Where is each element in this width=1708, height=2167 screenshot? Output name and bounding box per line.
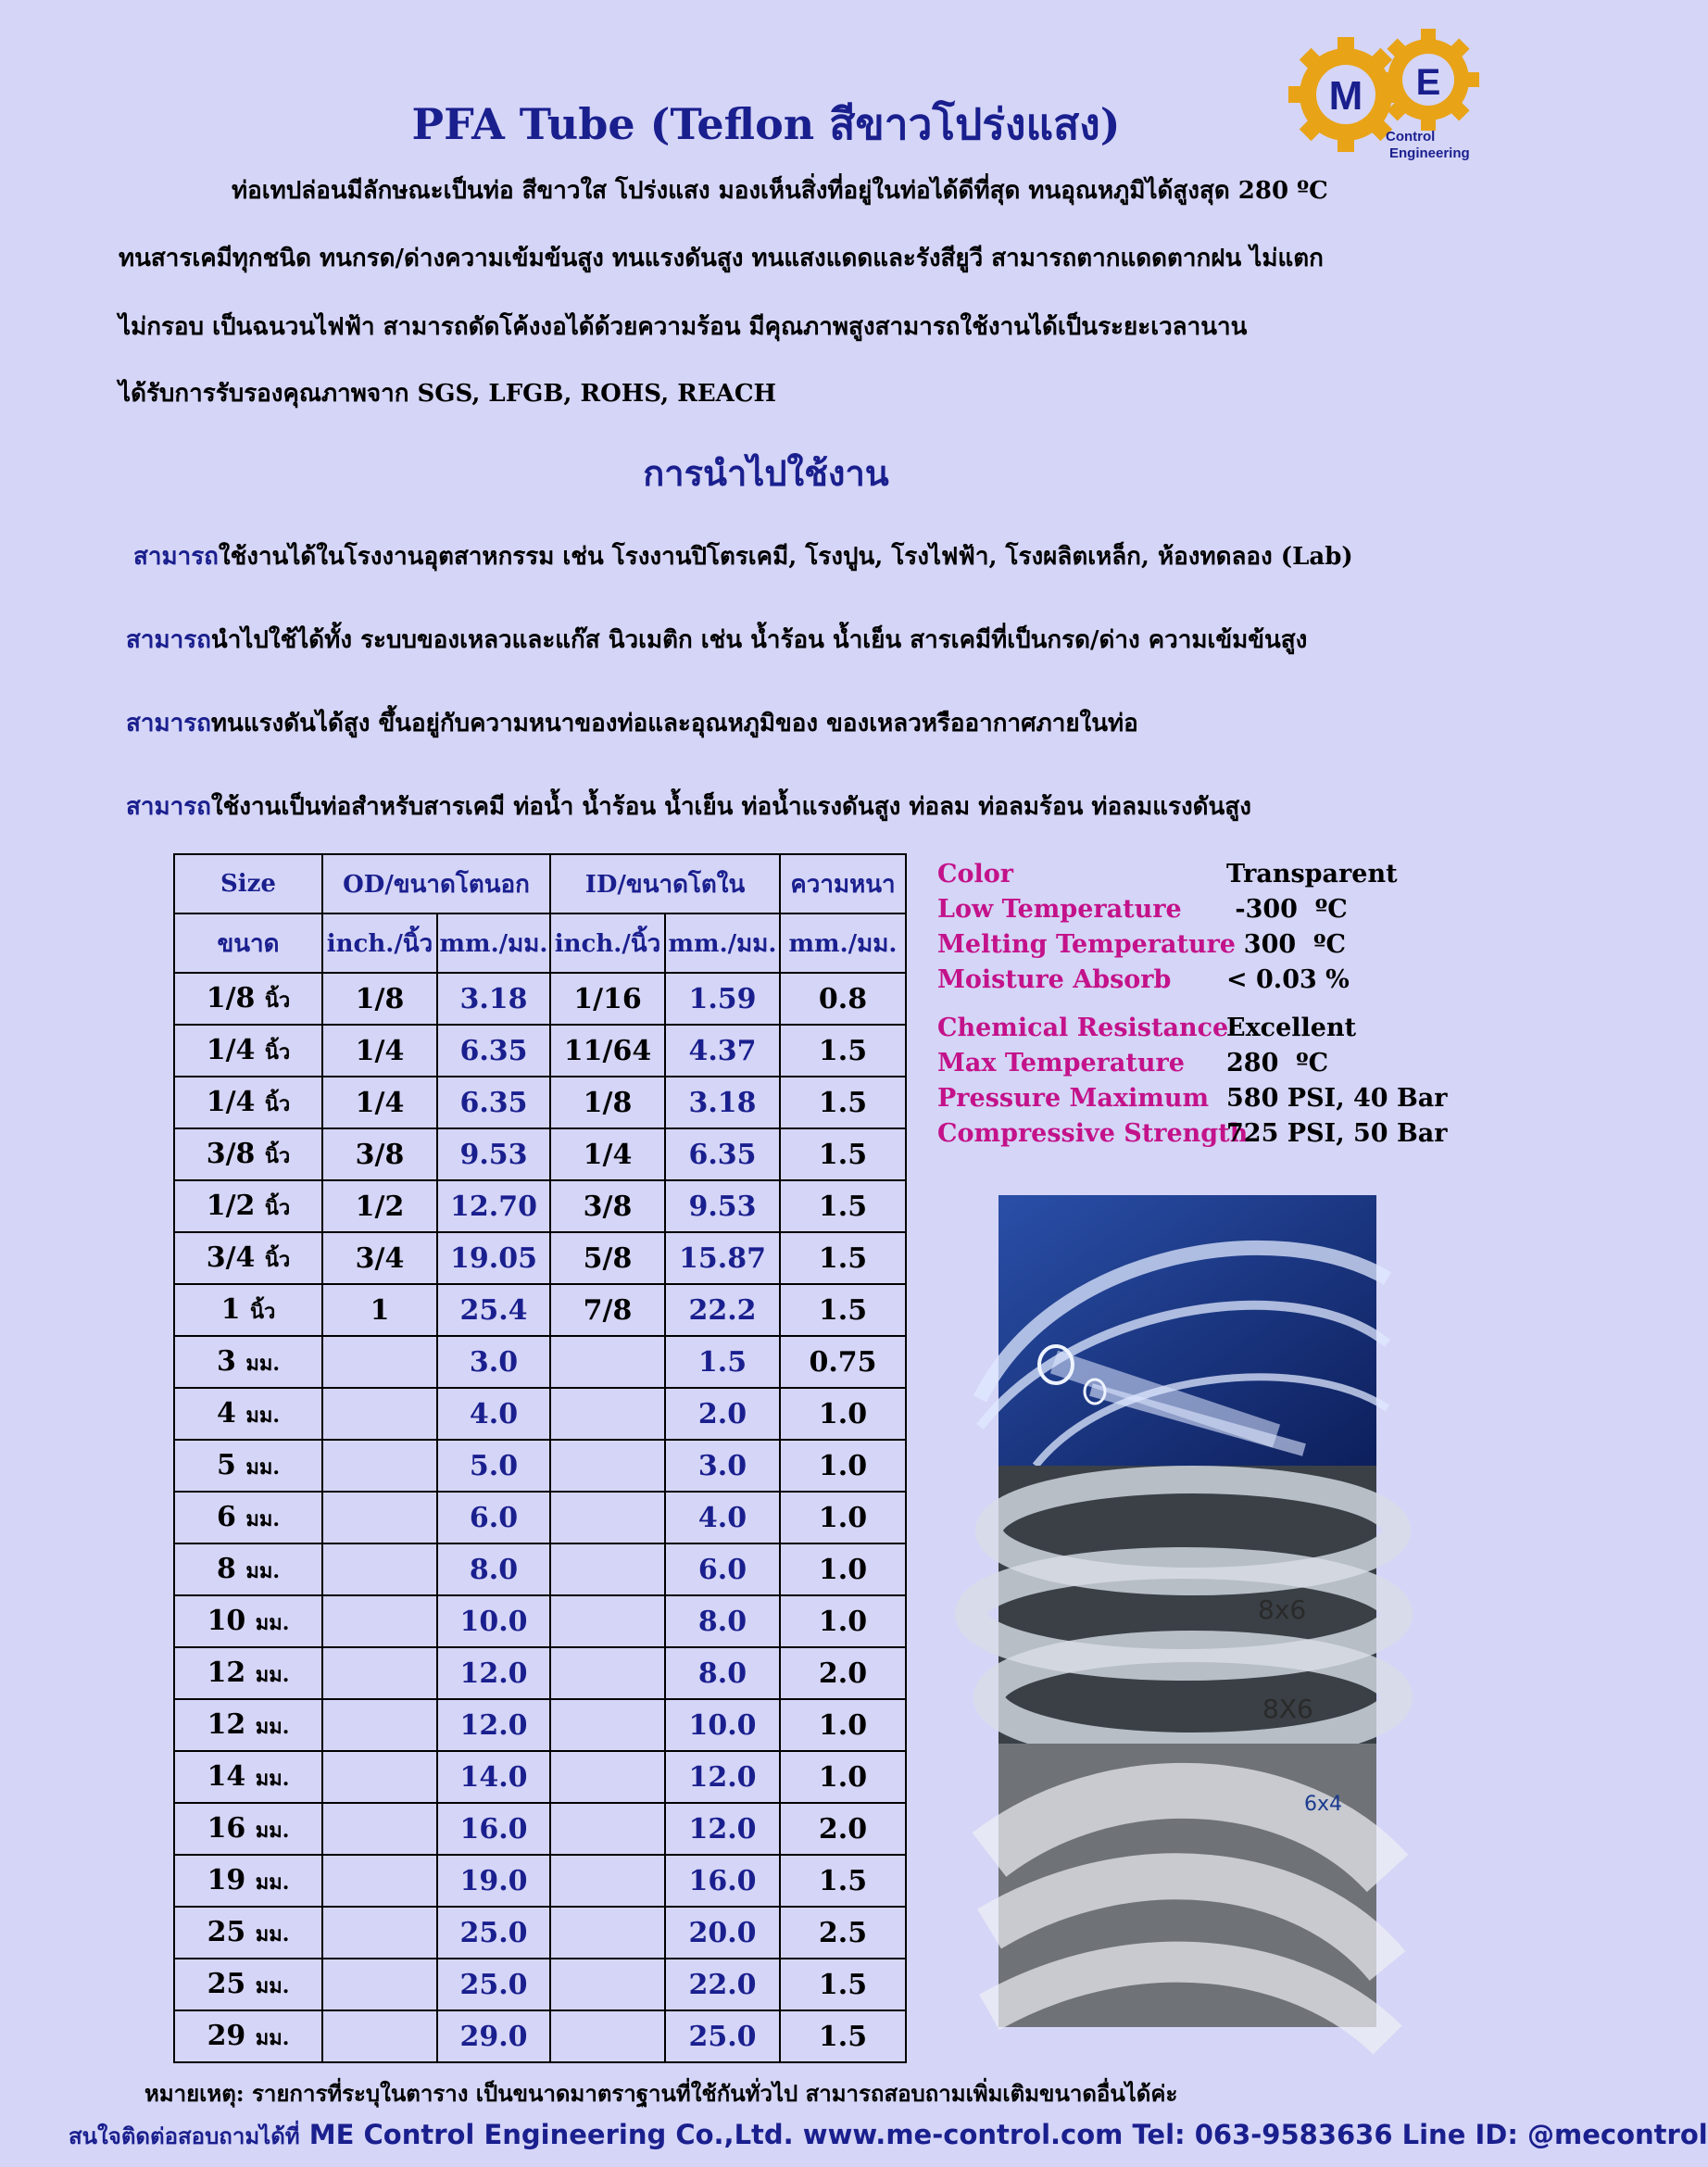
table-row — [174, 1284, 906, 1336]
size-spec-table — [173, 853, 907, 2063]
cell-size — [174, 1180, 322, 1232]
cell-id-inch: 7/8 — [550, 1284, 665, 1336]
cell-id-mm: 1.59 — [665, 973, 780, 1025]
size-value: 29 — [207, 2019, 246, 2052]
table-row — [174, 1388, 906, 1440]
coil-label: 8x6 — [1258, 1594, 1307, 1625]
cell-od-inch — [322, 1803, 437, 1855]
cell-id-inch — [550, 1440, 665, 1492]
usage-text: ใช้งานได้ในโรงงานอุตสาหกรรม เช่น โรงงานปิโตรเคมี, โรงปูน, โรงไฟฟ้า, โรงผลิตเหล็ก, ห้องทดลอง (Lab) — [218, 543, 1353, 571]
cell-thickness: 2.5 — [780, 1907, 906, 1959]
cell-id-mm: 22.2 — [665, 1284, 780, 1336]
cell-id-inch — [550, 1492, 665, 1543]
cell-id-mm: 4.0 — [665, 1492, 780, 1543]
cell-size — [174, 973, 322, 1025]
size-value: 10 — [207, 1604, 246, 1637]
cell-id-inch — [550, 1803, 665, 1855]
cell-thickness: 1.5 — [780, 1077, 906, 1128]
table-row — [174, 2010, 906, 2062]
size-unit: มม. — [255, 1870, 290, 1895]
size-unit: มม. — [255, 1921, 290, 1947]
subheader-od-mm: mm./มม. — [437, 913, 550, 973]
cell-od-inch: 1/2 — [322, 1180, 437, 1232]
size-value: 3 — [217, 1344, 236, 1378]
cell-id-inch — [550, 2010, 665, 2062]
property-value: 580 PSI, 40 Bar — [1226, 1084, 1448, 1113]
subheader-id-inch: inch./นิ้ว — [550, 913, 665, 973]
cell-id-mm: 20.0 — [665, 1907, 780, 1959]
cell-id-mm: 3.18 — [665, 1077, 780, 1128]
size-value: 14 — [207, 1759, 246, 1793]
logo-letter-e: E — [1415, 62, 1441, 103]
size-value: 1/8 — [206, 981, 256, 1014]
property-row — [937, 965, 1512, 1001]
size-value: 3/4 — [206, 1241, 256, 1274]
cell-size — [174, 1025, 322, 1077]
cell-od-inch — [322, 1543, 437, 1595]
usage-text: ใช้งานเป็นท่อสำหรับสารเคมี ท่อน้ำ น้ำร้อน น้ำเย็น ท่อน้ำแรงดันสูง ท่อลม ท่อลมร้อน ท่อลมแรงดันสูง — [210, 793, 1251, 821]
cell-size — [174, 1388, 322, 1440]
property-row — [937, 895, 1512, 930]
property-value: 725 PSI, 50 Bar — [1226, 1119, 1448, 1148]
cell-size — [174, 1751, 322, 1803]
property-value: < 0.03 % — [1226, 965, 1350, 994]
cell-thickness: 1.5 — [780, 1284, 906, 1336]
table-row — [174, 1492, 906, 1543]
property-row — [937, 1049, 1512, 1084]
product-photo-coils — [998, 1466, 1376, 1744]
size-unit: นิ้ว — [264, 1039, 291, 1065]
cell-od-mm: 12.0 — [437, 1699, 550, 1751]
size-unit: นิ้ว — [264, 988, 291, 1013]
size-unit: มม. — [255, 1714, 290, 1739]
logo-letter-m: M — [1328, 73, 1363, 119]
cell-id-inch: 1/16 — [550, 973, 665, 1025]
cell-od-inch: 1/4 — [322, 1025, 437, 1077]
product-photo-coil-closeup — [998, 1744, 1376, 2027]
size-unit: นิ้ว — [264, 1143, 291, 1168]
cell-size — [174, 1232, 322, 1284]
cell-id-inch: 1/8 — [550, 1077, 665, 1128]
cell-od-inch — [322, 1855, 437, 1907]
cell-od-mm: 29.0 — [437, 2010, 550, 2062]
table-row — [174, 973, 906, 1025]
cell-od-mm: 19.0 — [437, 1855, 550, 1907]
cell-od-mm: 4.0 — [437, 1388, 550, 1440]
size-value: 8 — [217, 1552, 236, 1585]
table-row — [174, 1855, 906, 1907]
size-value: 25 — [207, 1915, 246, 1948]
cell-size — [174, 1128, 322, 1180]
cell-id-inch: 3/8 — [550, 1180, 665, 1232]
cell-size — [174, 1336, 322, 1388]
cell-od-mm: 9.53 — [437, 1128, 550, 1180]
cell-id-inch — [550, 1647, 665, 1699]
size-value: 12 — [207, 1707, 246, 1741]
cell-id-inch — [550, 1855, 665, 1907]
table-row — [174, 1699, 906, 1751]
property-row — [937, 1084, 1512, 1119]
cell-thickness: 1.0 — [780, 1492, 906, 1543]
property-row — [937, 1119, 1512, 1154]
size-unit: นิ้ว — [264, 1247, 291, 1272]
size-value: 1 — [220, 1292, 241, 1326]
usage-keyword: สามารถ — [126, 710, 211, 737]
table-row — [174, 1543, 906, 1595]
size-unit: มม. — [245, 1403, 280, 1428]
cell-id-inch — [550, 1388, 665, 1440]
size-value: 19 — [207, 1863, 246, 1896]
cell-od-mm: 25.0 — [437, 1959, 550, 2010]
property-label: Low Temperature — [937, 895, 1182, 924]
cell-od-mm: 19.05 — [437, 1232, 550, 1284]
cell-od-inch — [322, 1751, 437, 1803]
cell-id-mm: 9.53 — [665, 1180, 780, 1232]
cell-od-inch: 1/8 — [322, 973, 437, 1025]
cell-size — [174, 1907, 322, 1959]
table-row — [174, 1647, 906, 1699]
cell-thickness: 1.0 — [780, 1699, 906, 1751]
cell-id-inch — [550, 1543, 665, 1595]
cell-thickness: 2.0 — [780, 1647, 906, 1699]
cell-id-mm: 12.0 — [665, 1803, 780, 1855]
cell-od-mm: 6.35 — [437, 1025, 550, 1077]
cell-thickness: 1.0 — [780, 1388, 906, 1440]
header-size: Size — [174, 854, 322, 913]
table-row — [174, 1180, 906, 1232]
coil-label: 8X6 — [1262, 1694, 1313, 1724]
property-label: Pressure Maximum — [937, 1084, 1210, 1113]
property-label: Chemical Resistance — [937, 1014, 1229, 1042]
usage-keyword: สามารถ — [133, 543, 219, 571]
cell-od-inch: 1 — [322, 1284, 437, 1336]
property-value: Excellent — [1226, 1014, 1357, 1042]
cell-od-mm: 8.0 — [437, 1543, 550, 1595]
cell-size — [174, 1492, 322, 1543]
cell-id-mm: 6.0 — [665, 1543, 780, 1595]
cell-id-mm: 8.0 — [665, 1595, 780, 1647]
cell-thickness: 1.5 — [780, 1855, 906, 1907]
size-unit: มม. — [255, 1610, 290, 1635]
table-row — [174, 1440, 906, 1492]
header-id: ID/ขนาดโตใน — [550, 854, 780, 913]
usage-item — [133, 537, 1353, 575]
subheader-od-inch: inch./นิ้ว — [322, 913, 437, 973]
cell-od-mm: 12.0 — [437, 1647, 550, 1699]
usage-text: ทนแรงดันได้สูง ขึ้นอยู่กับความหนาของท่อและอุณหภูมิของ ของเหลวหรืออากาศภายในท่อ — [210, 710, 1138, 737]
property-value: -300 ºC — [1226, 895, 1348, 924]
usage-keyword: สามารถ — [126, 626, 211, 654]
cell-od-mm: 10.0 — [437, 1595, 550, 1647]
cell-od-inch — [322, 1907, 437, 1959]
cell-thickness: 1.0 — [780, 1751, 906, 1803]
cell-size — [174, 1647, 322, 1699]
cell-od-mm: 5.0 — [437, 1440, 550, 1492]
usage-item — [126, 621, 1307, 659]
property-value: Transparent — [1226, 860, 1398, 888]
page-title: PFA Tube (Teflon สีขาวโปร่งแสง) — [411, 99, 1121, 149]
table-row — [174, 1959, 906, 2010]
cell-od-inch — [322, 1699, 437, 1751]
size-unit: มม. — [255, 1818, 290, 1843]
description-line: ทนสารเคมีทุกชนิด ทนกรด/ด่างความเข้มข้นสูง ทนแรงดันสูง ทนแสงแดดและรังสียูวี สามารถตากแดดตากฝน ไม่แตก — [119, 245, 1324, 272]
footer-note: หมายเหตุ: รายการที่ระบุในตาราง เป็นขนาดมาตราฐานที่ใช้กันทั่วไป สามารถสอบถามเพิ่มเติมขนาดอื่นได้ค่ะ — [144, 2080, 1178, 2107]
size-unit: มม. — [245, 1455, 280, 1480]
table-subheader-row — [174, 913, 906, 973]
property-label: Compressive Strength — [937, 1119, 1249, 1148]
description-line: ไม่กรอบ เป็นฉนวนไฟฟ้า สามารถดัดโค้งงอได้ด้วยความร้อน มีคุณภาพสูงสามารถใช้งานได้เป็นระยะเวลานาน — [119, 313, 1248, 341]
size-value: 25 — [207, 1967, 246, 2000]
cell-id-mm: 1.5 — [665, 1336, 780, 1388]
cell-id-mm: 15.87 — [665, 1232, 780, 1284]
usage-section-title: การนำไปใช้งาน — [643, 452, 889, 494]
cell-id-inch — [550, 1907, 665, 1959]
cell-od-inch — [322, 1440, 437, 1492]
table-row — [174, 1232, 906, 1284]
cell-od-inch — [322, 1388, 437, 1440]
property-value: 280 ºC — [1226, 1049, 1329, 1077]
cell-od-mm: 25.0 — [437, 1907, 550, 1959]
property-label: Melting Temperature — [937, 930, 1236, 959]
cell-size — [174, 1855, 322, 1907]
property-row — [937, 930, 1512, 965]
material-properties — [937, 860, 1512, 1154]
cell-size — [174, 1803, 322, 1855]
size-unit: นิ้ว — [264, 1195, 291, 1220]
header-thickness: ความหนา — [780, 854, 906, 913]
size-value: 1/4 — [206, 1085, 256, 1118]
cell-size — [174, 1440, 322, 1492]
description-line: ได้รับการรับรองคุณภาพจาก SGS, LFGB, ROHS, REACH — [119, 380, 777, 408]
table-row — [174, 1595, 906, 1647]
cell-id-mm: 10.0 — [665, 1699, 780, 1751]
cell-id-inch — [550, 1595, 665, 1647]
cell-thickness: 1.5 — [780, 1025, 906, 1077]
cell-size — [174, 1077, 322, 1128]
cell-size — [174, 1543, 322, 1595]
cell-thickness: 1.5 — [780, 1180, 906, 1232]
size-unit: มม. — [255, 1973, 290, 1998]
subheader-thickness-mm: mm./มม. — [780, 913, 906, 973]
cell-thickness: 2.0 — [780, 1803, 906, 1855]
property-value: 300 ºC — [1226, 930, 1346, 959]
table-header-row — [174, 854, 906, 913]
logo-line1: Control — [1386, 129, 1436, 145]
size-unit: มม. — [245, 1351, 280, 1376]
cell-id-inch: 1/4 — [550, 1128, 665, 1180]
usage-item — [126, 787, 1251, 825]
cell-id-inch: 11/64 — [550, 1025, 665, 1077]
size-value: 16 — [207, 1811, 246, 1845]
cell-thickness: 1.0 — [780, 1440, 906, 1492]
cell-id-mm: 8.0 — [665, 1647, 780, 1699]
table-row — [174, 1025, 906, 1077]
logo-line2: Engineering — [1389, 145, 1470, 161]
cell-thickness: 1.5 — [780, 1128, 906, 1180]
table-row — [174, 1336, 906, 1388]
product-photo-tubes — [998, 1195, 1376, 1466]
cell-thickness: 1.5 — [780, 2010, 906, 2062]
usage-keyword: สามารถ — [126, 793, 211, 821]
size-unit: นิ้ว — [264, 1091, 291, 1116]
cell-thickness: 1.5 — [780, 1232, 906, 1284]
size-value: 1/4 — [206, 1033, 256, 1066]
subheader-id-mm: mm./มม. — [665, 913, 780, 973]
size-value: 6 — [217, 1500, 236, 1533]
usage-item — [126, 704, 1138, 742]
cell-od-inch — [322, 1336, 437, 1388]
size-unit: มม. — [255, 1662, 290, 1687]
property-label: Max Temperature — [937, 1049, 1185, 1077]
cell-od-mm: 3.0 — [437, 1336, 550, 1388]
description-line: ท่อเทปล่อนมีลักษณะเป็นท่อ สีขาวใส โปร่งแสง มองเห็นสิ่งที่อยู่ในท่อได้ดีที่สุด ทนอุณหภูมิได้สูงสุด 280 ºC — [232, 177, 1328, 205]
cell-id-mm: 6.35 — [665, 1128, 780, 1180]
cell-od-mm: 16.0 — [437, 1803, 550, 1855]
cell-od-inch: 3/8 — [322, 1128, 437, 1180]
cell-size — [174, 1699, 322, 1751]
cell-id-inch — [550, 1699, 665, 1751]
cell-id-mm: 16.0 — [665, 1855, 780, 1907]
contact-label: สนใจติดต่อสอบถามได้ที่ — [69, 2123, 300, 2149]
cell-thickness: 0.8 — [780, 973, 906, 1025]
cell-od-inch — [322, 2010, 437, 2062]
cell-id-mm: 4.37 — [665, 1025, 780, 1077]
cell-size — [174, 1595, 322, 1647]
cell-od-mm: 14.0 — [437, 1751, 550, 1803]
size-unit: นิ้ว — [249, 1299, 276, 1324]
cell-od-inch: 3/4 — [322, 1232, 437, 1284]
size-value: 4 — [217, 1396, 236, 1430]
header-od: OD/ขนาดโตนอก — [322, 854, 550, 913]
cell-size — [174, 1284, 322, 1336]
table-row — [174, 1751, 906, 1803]
usage-text: นำไปใช้ได้ทั้ง ระบบของเหลวและแก๊ส นิวเมติก เช่น น้ำร้อน น้ำเย็น สารเคมีที่เป็นกรด/ด่าง ความเข้มข้นสูง — [210, 626, 1308, 654]
cell-thickness: 0.75 — [780, 1336, 906, 1388]
table-row — [174, 1128, 906, 1180]
cell-id-inch — [550, 1751, 665, 1803]
cell-thickness: 1.0 — [780, 1595, 906, 1647]
cell-od-inch — [322, 1492, 437, 1543]
coil-label: 6x4 — [1304, 1793, 1343, 1816]
cell-od-mm: 25.4 — [437, 1284, 550, 1336]
property-row — [937, 1014, 1512, 1049]
cell-id-inch: 5/8 — [550, 1232, 665, 1284]
cell-od-inch: 1/4 — [322, 1077, 437, 1128]
size-value: 3/8 — [206, 1137, 256, 1170]
cell-id-mm: 2.0 — [665, 1388, 780, 1440]
cell-od-mm: 6.35 — [437, 1077, 550, 1128]
cell-od-mm: 12.70 — [437, 1180, 550, 1232]
size-unit: มม. — [255, 1766, 290, 1791]
cell-id-inch — [550, 1336, 665, 1388]
cell-id-mm: 22.0 — [665, 1959, 780, 2010]
cell-id-mm: 12.0 — [665, 1751, 780, 1803]
table-row — [174, 1803, 906, 1855]
cell-id-mm: 3.0 — [665, 1440, 780, 1492]
property-label: Color — [937, 860, 1013, 888]
cell-id-mm: 25.0 — [665, 2010, 780, 2062]
table-row — [174, 1907, 906, 1959]
cell-thickness: 1.5 — [780, 1959, 906, 2010]
cell-od-inch — [322, 1595, 437, 1647]
property-row — [937, 860, 1512, 895]
cell-size — [174, 2010, 322, 2062]
table-row — [174, 1077, 906, 1128]
size-value: 12 — [207, 1656, 246, 1689]
size-unit: มม. — [245, 1506, 280, 1531]
cell-size — [174, 1959, 322, 2010]
subheader-size: ขนาด — [174, 913, 322, 973]
size-value: 1/2 — [206, 1189, 256, 1222]
cell-id-inch — [550, 1959, 665, 2010]
cell-thickness: 1.0 — [780, 1543, 906, 1595]
cell-od-mm: 6.0 — [437, 1492, 550, 1543]
cell-od-mm: 3.18 — [437, 973, 550, 1025]
cell-od-inch — [322, 1959, 437, 2010]
contact-details: ME Control Engineering Co.,Ltd. www.me-control.com Tel: 063-9583636 Line ID: @mecontrol — [308, 2119, 1708, 2150]
size-value: 5 — [217, 1448, 236, 1481]
size-unit: มม. — [245, 1558, 280, 1583]
cell-od-inch — [322, 1647, 437, 1699]
property-label: Moisture Absorb — [937, 965, 1172, 994]
size-unit: มม. — [255, 2025, 290, 2050]
contact-line — [69, 2118, 1708, 2154]
